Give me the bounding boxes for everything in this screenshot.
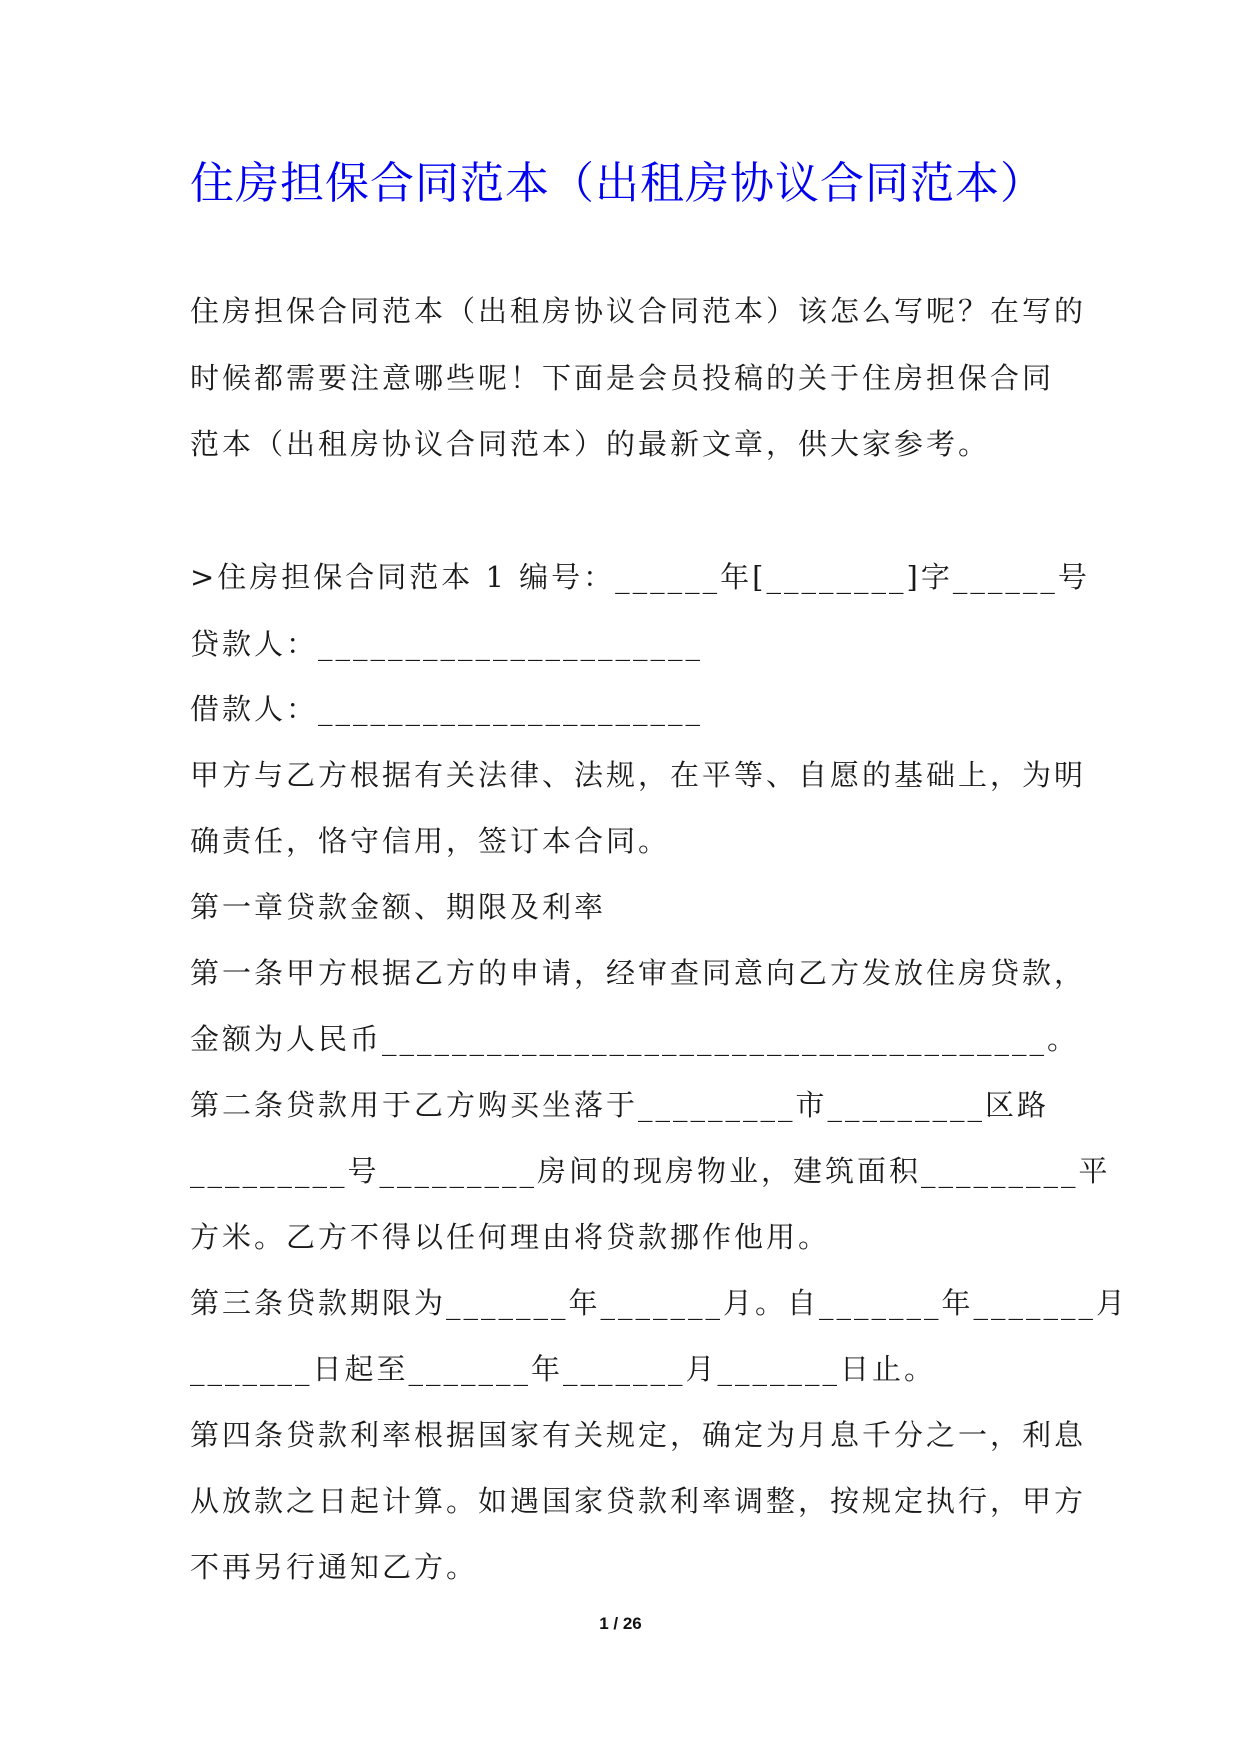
body-line: 确责任，恪守信用，签订本合同。 <box>190 824 671 858</box>
intro-line-2: 时候都需要注意哪些呢！下面是会员投稿的关于住房担保合同 <box>190 361 1055 395</box>
article-line: 方米。乙方不得以任何理由将贷款挪作他用。 <box>190 1220 831 1254</box>
article-line: _________号_________房间的现房物业，建筑面积_________平 <box>190 1154 1111 1188</box>
article-line: 第四条贷款利率根据国家有关规定，确定为月息千分之一，利息 <box>190 1418 1087 1452</box>
chapter-heading: 第一章贷款金额、期限及利率 <box>190 890 607 924</box>
contract-number-line: >住房担保合同范本 1 编号：______年[________]字______号 <box>190 560 1090 594</box>
intro-line-1: 住房担保合同范本（出租房协议合同范本）该怎么写呢？在写的 <box>190 294 1087 328</box>
article-line: 金额为人民币______________________________________。 <box>190 1022 1080 1056</box>
article-line: 不再另行通知乙方。 <box>190 1550 479 1584</box>
intro-line-3: 范本（出租房协议合同范本）的最新文章，供大家参考。 <box>190 427 991 461</box>
borrower-line: 借款人：______________________ <box>190 692 704 726</box>
page-number: 1 / 26 <box>599 1614 642 1633</box>
article-line: 第一条甲方根据乙方的申请，经审查同意向乙方发放住房贷款， <box>190 956 1087 990</box>
body-line: 甲方与乙方根据有关法律、法规，在平等、自愿的基础上，为明 <box>190 758 1087 792</box>
article-line: 第二条贷款用于乙方购买坐落于_________市_________区路 <box>190 1088 1050 1122</box>
document-title: 住房担保合同范本（出租房协议合同范本） <box>190 158 1045 209</box>
article-line: 从放款之日起计算。如遇国家贷款利率调整，按规定执行，甲方 <box>190 1484 1087 1518</box>
lender-line: 贷款人：______________________ <box>190 627 704 661</box>
article-line: 第三条贷款期限为_______年_______月。自_______年_______月 <box>190 1286 1129 1320</box>
article-line: _______日起至_______年_______月_______日止。 <box>190 1352 937 1386</box>
